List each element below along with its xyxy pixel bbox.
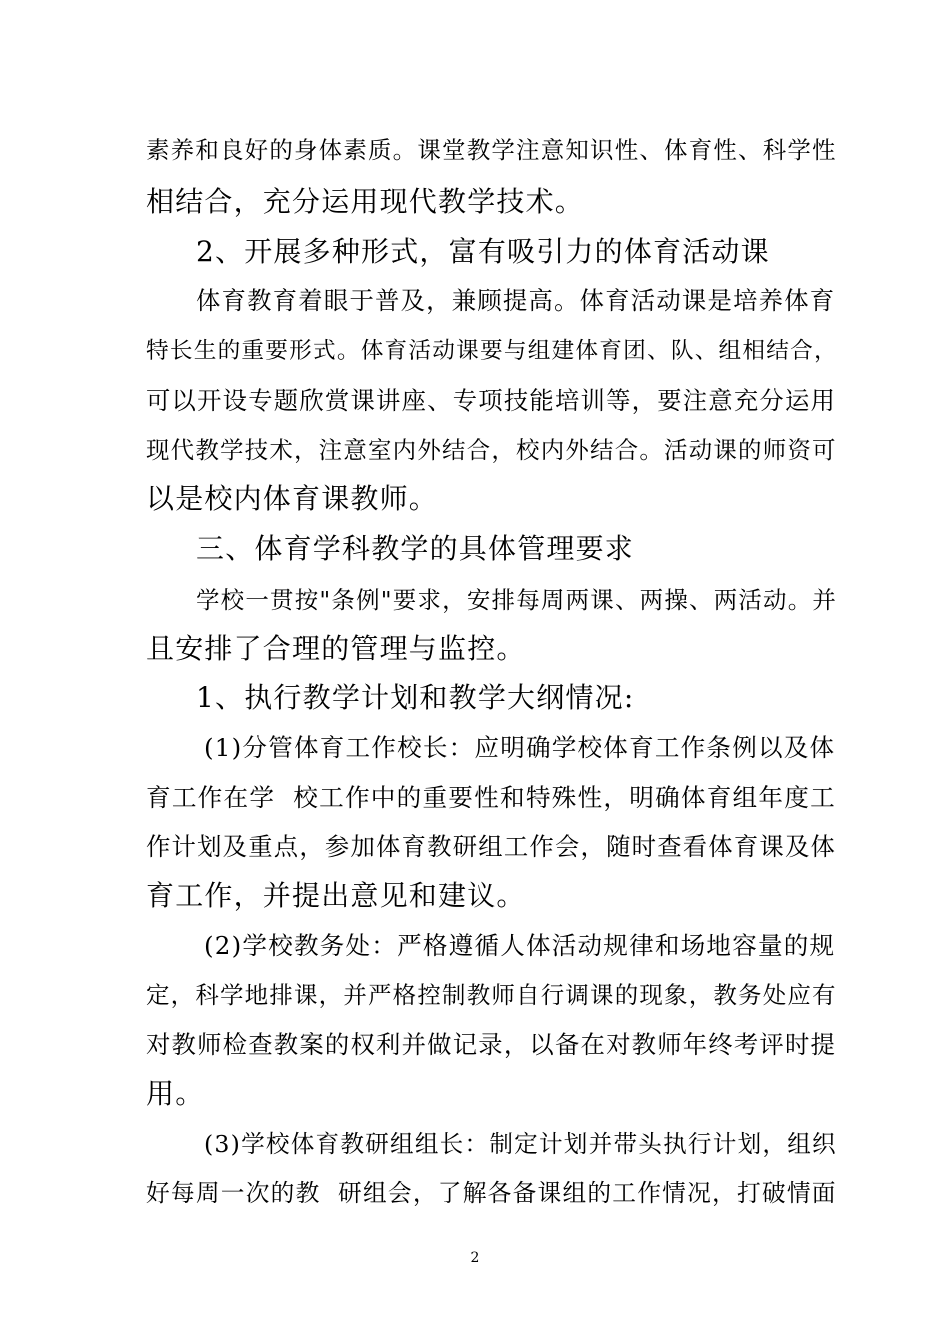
- list-item-line: 育工作，并提出意见和建议。: [146, 879, 526, 912]
- list-item-line: (1)分管体育工作校长：应明确学校体育工作条例以及体: [204, 733, 836, 762]
- section-heading: 2、开展多种形式，富有吸引力的体育活动课: [196, 235, 770, 268]
- paragraph-line: 以是校内体育课教师。: [146, 482, 439, 515]
- list-item-line: 育工作在学 校工作中的重要性和特殊性，明确体育组年度工: [146, 783, 836, 812]
- list-item-line: (3)学校体育教研组组长：制定计划并带头执行计划，组织: [204, 1130, 837, 1158]
- paragraph-line: 可以开设专题欣赏课讲座、专项技能培训等，要注意充分运用: [146, 386, 837, 415]
- list-item-line: 用。: [146, 1077, 205, 1110]
- paragraph-line: 现代教学技术，注意室内外结合，校内外结合。活动课的师资可: [146, 436, 837, 464]
- list-item-line: (2)学校教务处：严格遵循人体活动规律和场地容量的规: [204, 931, 836, 960]
- paragraph-line: 且安排了合理的管理与监控。: [146, 632, 526, 665]
- section-heading: 三、体育学科教学的具体管理要求: [196, 532, 635, 565]
- paragraph-line: 学校一贯按"条例"要求，安排每周两课、两操、两活动。并: [196, 586, 838, 614]
- list-item-line: 定，科学地排课，并严格控制教师自行调课的现象，教务处应有: [146, 981, 837, 1009]
- list-item-line: 对教师检查教案的权利并做记录，以备在对教师年终考评时提: [146, 1030, 837, 1059]
- paragraph-line: 相结合，充分运用现代教学技术。: [146, 185, 585, 218]
- paragraph-line: 特长生的重要形式。体育活动课要与组建体育团、队、组相结合，: [146, 338, 838, 364]
- paragraph-line: 素养和良好的身体素质。课堂教学注意知识性、体育性、科学性: [146, 136, 837, 164]
- page-number: 2: [470, 1250, 480, 1266]
- subsection-heading: 1、执行教学计划和教学大纲情况:: [196, 681, 635, 714]
- list-item-line: 作计划及重点，参加体育教研组工作会，随时查看体育课及体: [146, 832, 837, 861]
- paragraph-line: 体育教育着眼于普及，兼顾提高。体育活动课是培养体育: [196, 286, 836, 315]
- list-item-line: 好每周一次的教 研组会，了解各备课组的工作情况，打破情面: [146, 1179, 837, 1207]
